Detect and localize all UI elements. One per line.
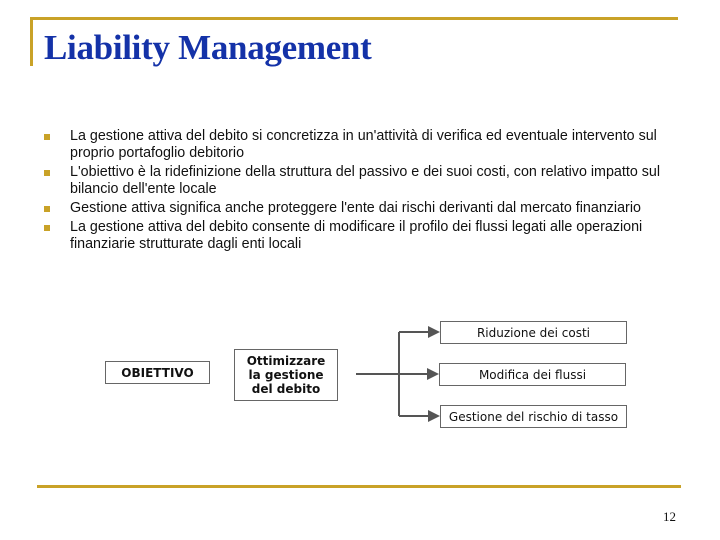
bullet-text: Gestione attiva significa anche proteggere l'ente dai rischi derivanti dal mercato finanziario	[70, 200, 641, 216]
outcome-box-costs: Riduzione dei costi	[440, 321, 627, 344]
outcome-box-flows: Modifica dei flussi	[439, 363, 626, 386]
objective-box: OBIETTIVO	[105, 361, 210, 384]
page-number: 12	[663, 509, 676, 524]
outcome-box-rate-risk: Gestione del rischio di tasso	[440, 405, 627, 428]
slide-title: Liability Management	[44, 28, 372, 67]
bottom-divider	[37, 485, 681, 488]
bullet-text: L'obiettivo è la ridefinizione della struttura del passivo e dei suoi costi, con relativo impatto sul bilancio dell'ente locale	[70, 164, 661, 197]
bullet-text: La gestione attiva del debito consente di modificare il profilo dei flussi legati alle operazioni finanziarie strutturate dagli enti locali	[70, 219, 643, 252]
bullet-text: La gestione attiva del debito si concretizza in un'attività di verifica ed eventuale intervento sul proprio portafoglio debitorio	[70, 128, 657, 161]
goal-box: Ottimizzare la gestione del debito	[234, 349, 338, 401]
